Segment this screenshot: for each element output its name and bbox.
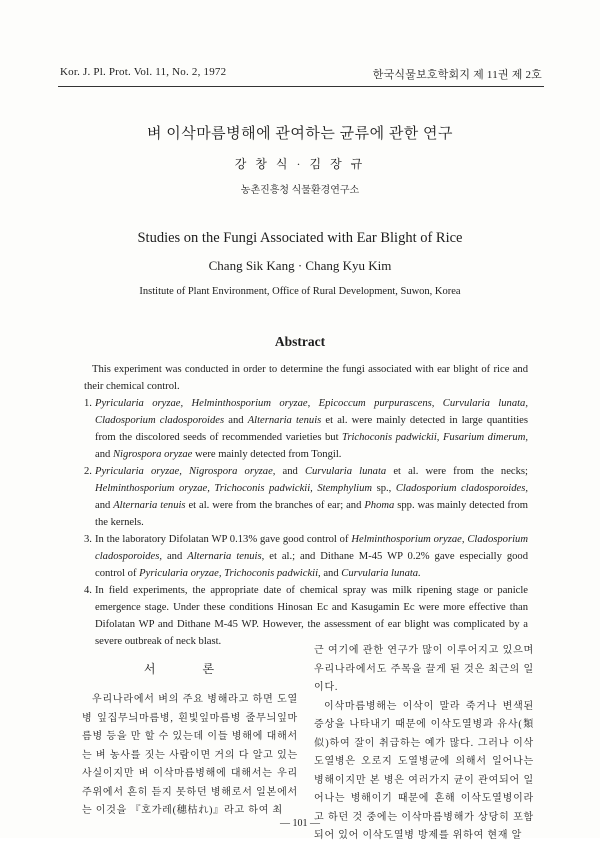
species-text: Alternaria tenuis, bbox=[187, 551, 265, 562]
item-text: et al. were from the branches of ear; and bbox=[185, 500, 365, 511]
english-authors: Chang Sik Kang · Chang Kyu Kim bbox=[208, 258, 392, 273]
species-text: Trichoconis padwickii, Fusarium dimerum, bbox=[342, 432, 528, 443]
item-text: spp. was mainly detected from the kernels. bbox=[95, 500, 528, 528]
item-text: and bbox=[275, 466, 305, 477]
item-text: et al. were mainly detected in large quantities from the discolored seeds of recommended varieties but bbox=[95, 415, 529, 443]
species-text: Curvularia lunata bbox=[304, 466, 387, 477]
item-text: were mainly detected from Tongil. bbox=[192, 449, 342, 460]
body-paragraph: 이삭마름병해는 이삭이 말라 죽거나 변색된 증상을 나타내기 때문에 이삭도열병과 유사(類似)하여 잘이 취급하는 예가 많다. 그러나 이삭도열병은 오로지 도열병균에 의해서 일어나는 병해이지만 본 병은 여러가지 균이 관여되어 일어나는 병해이기 때문에 흔해 이삭도열병이라고 하던 것 중에는 이삭마름병해가 상당히 포함되어 있어 이삭도열병 방제를 위하여 현재 알 bbox=[314, 700, 534, 841]
item-text: and bbox=[320, 568, 342, 579]
abstract-item-2 bbox=[84, 463, 528, 531]
item-number: 1. bbox=[84, 398, 92, 409]
species-text: Alternaria tenuis bbox=[113, 500, 186, 511]
journal-citation: Kor. J. Pl. Prot. Vol. 11, No. 2, 1972 bbox=[60, 66, 227, 78]
item-text: and bbox=[95, 449, 113, 460]
item-text: et al. were from the necks; bbox=[386, 466, 528, 477]
item-text: et al.; and Dithane M-45 WP 0.2% gave especially good control of bbox=[95, 551, 529, 579]
item-text: In field experiments, the appropriate date of chemical spray was milk ripening stage or panicle emergence stage. Under these conditions Hinosan Ec and Kasugamin Ec were more effective than Difolatan WP and Dithane M-45 WP. However, the assessment of ear blight was complicated by a severe outbreak of neck blast. bbox=[95, 585, 528, 647]
species-text: Nigrospora oryzae bbox=[112, 449, 193, 460]
species-text: Phoma bbox=[364, 500, 395, 511]
species-text: Pyricularia oryzae, Helminthosporium oryzae, Epicoccum purpurascens, Curvularia lunata, Cladosporium cladosporoides bbox=[95, 398, 528, 426]
item-text: and bbox=[224, 415, 248, 426]
abstract-intro: This experiment was conducted in order to determine the fungi associated with ear blight of rice and their chemical control. bbox=[84, 364, 528, 392]
abstract-item-4 bbox=[84, 582, 528, 650]
item-text: In the laboratory Difolatan WP 0.13% gave good control of bbox=[95, 534, 352, 545]
journal-citation-korean: 한국식물보호학회지 제 11권 제 2호 bbox=[372, 69, 542, 81]
abstract-item-3 bbox=[84, 531, 528, 582]
introduction-heading: 서 론 bbox=[143, 662, 237, 676]
species-text: Helminthosporium oryzae, Trichoconis padwickii, Stemphylium bbox=[95, 483, 373, 494]
abstract-heading: Abstract bbox=[274, 334, 326, 349]
item-number: 4. bbox=[84, 585, 92, 596]
korean-institute: 농촌진흥청 식물환경연구소 bbox=[240, 185, 360, 196]
species-text: Curvularia lunata. bbox=[341, 568, 421, 579]
item-text: sp., bbox=[372, 483, 396, 494]
abstract-item-1 bbox=[84, 395, 528, 463]
body-paragraph: 근 여기에 관한 연구가 많이 이루어지고 있으며 우리나라에서도 주목을 끌게 된 것은 최근의 일이다. bbox=[314, 645, 534, 693]
species-text: Pyricularia oryzae, Nigrospora oryzae, bbox=[95, 466, 276, 477]
item-number: 2. bbox=[84, 466, 92, 477]
header-rule bbox=[58, 86, 544, 87]
item-text: and bbox=[95, 500, 114, 511]
english-title: Studies on the Fungi Associated with Ear Blight of Rice bbox=[137, 230, 463, 246]
korean-authors: 강 창 식 · 김 장 규 bbox=[234, 157, 366, 171]
item-text: and bbox=[162, 551, 188, 562]
species-text: Cladosporium cladosporoides, bbox=[395, 483, 528, 494]
introduction-right-column bbox=[314, 642, 534, 846]
body-paragraph: 우리나라에서 벼의 주요 병해라고 하면 도열병 잎집무늬마름병, 흰빛잎마름병 줄무늬잎마름병 등을 만 할 수 있는데 이들 병해에 대해서는 벼 농사를 짓는 사람이면 거의 다 알고 있는 사실이지만 벼 이삭마름병해에 대해서는 우리 주위에서 흔히 듣지 못하던 병해로서 일본에서는 이것을 『호가레(穗枯れ)』라고 하여 최 bbox=[82, 694, 298, 816]
english-institute: Institute of Plant Environment, Office of Rural Development, Suwon, Korea bbox=[139, 286, 461, 297]
page-number: — 101 — bbox=[280, 818, 320, 829]
species-text: Alternaria tenuis bbox=[247, 415, 322, 426]
item-number: 3. bbox=[84, 534, 92, 545]
korean-title: 벼 이삭마름병해에 관여하는 균류에 관한 연구 bbox=[146, 126, 454, 142]
introduction-left-column bbox=[82, 691, 298, 821]
species-text: Pyricularia oryzae, Trichoconis padwickii, bbox=[139, 568, 321, 579]
abstract-list bbox=[84, 395, 528, 650]
species-text: Helminthosporium oryzae, Cladosporium cladosporoides, bbox=[95, 534, 528, 562]
